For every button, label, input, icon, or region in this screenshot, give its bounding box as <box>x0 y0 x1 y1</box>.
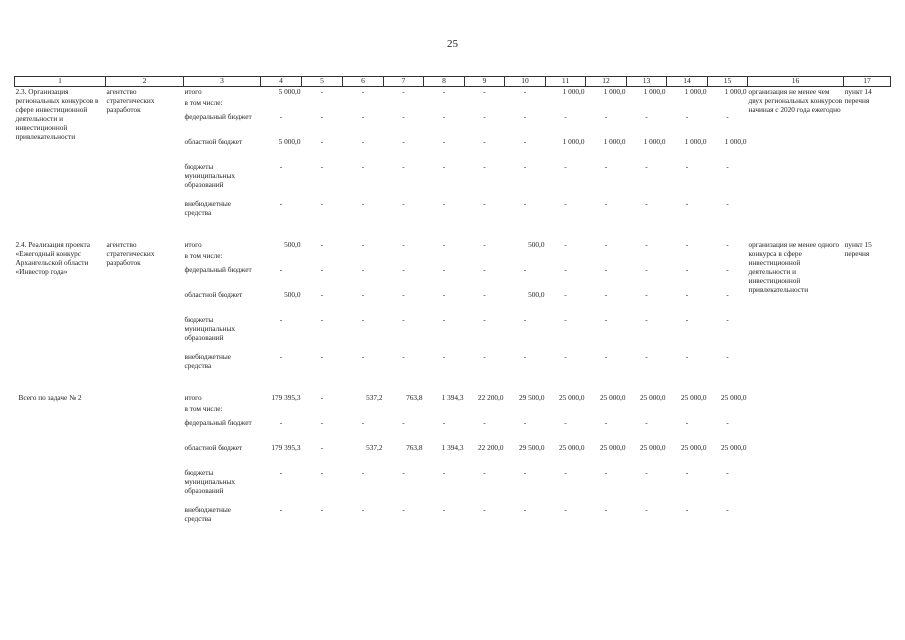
value-cell: 25 000,0 <box>599 392 626 402</box>
value-cell: - <box>442 198 446 208</box>
value-cell: - <box>645 504 648 514</box>
value-cell <box>586 98 627 112</box>
value-cell: - <box>279 111 283 121</box>
value-cell: 500,0 <box>528 289 545 299</box>
value-cell: 1 000,0 <box>603 87 626 96</box>
value-cell: - <box>604 351 608 361</box>
value-cell: - <box>442 161 446 171</box>
value-cell: - <box>442 264 446 274</box>
value-cell: - <box>685 161 689 171</box>
value-cell <box>302 251 343 265</box>
value-cell: 25 000,0 <box>720 442 747 452</box>
value-cell <box>261 251 302 265</box>
value-cell: - <box>361 504 365 514</box>
value-cell: - <box>604 239 608 249</box>
value-cell: - <box>726 161 729 171</box>
section-name: 2.3. Организация региональных конкурсов в сфере инвестиционной деятельности и инвестиционной привлекательности <box>15 87 99 141</box>
value-cell: - <box>320 351 324 361</box>
row-label: в том числе: <box>184 250 223 260</box>
value-cell <box>505 404 546 418</box>
value-cell: - <box>442 417 446 427</box>
value-cell: 1 394,3 <box>441 392 464 402</box>
column-header-5: 5 <box>302 77 343 87</box>
value-cell: - <box>483 289 486 299</box>
value-cell: - <box>726 111 729 121</box>
value-cell: - <box>604 111 608 121</box>
value-cell: - <box>320 87 324 96</box>
value-cell: - <box>402 504 405 514</box>
value-cell: - <box>604 289 608 299</box>
row-label: в том числе: <box>184 403 223 413</box>
value-cell: - <box>523 467 527 477</box>
section-link: пункт 14 перечня <box>844 87 872 105</box>
value-cell <box>586 251 627 265</box>
column-header-16: 16 <box>748 77 844 87</box>
value-cell: - <box>645 239 648 249</box>
column-header-4: 4 <box>261 77 302 87</box>
row-label: внебюджетные средства <box>184 351 232 370</box>
value-cell: - <box>320 417 324 427</box>
row-label: федеральный бюджет <box>184 111 252 121</box>
value-cell: - <box>645 198 648 208</box>
value-cell: - <box>564 111 567 121</box>
value-cell: - <box>442 289 446 299</box>
row-label: в том числе: <box>184 97 223 107</box>
value-cell: - <box>604 417 608 427</box>
value-cell: - <box>645 289 648 299</box>
value-cell: - <box>726 417 729 427</box>
value-cell: - <box>564 314 567 324</box>
value-cell: - <box>645 111 648 121</box>
column-header-13: 13 <box>627 77 667 87</box>
value-cell <box>667 251 708 265</box>
value-cell: - <box>685 264 689 274</box>
value-cell: - <box>320 111 324 121</box>
value-cell: - <box>361 198 365 208</box>
value-cell: - <box>564 289 567 299</box>
section-executor: агентство стратегических разработок <box>106 87 155 114</box>
value-cell: 25 000,0 <box>599 442 626 452</box>
value-cell: - <box>361 467 365 477</box>
value-cell: - <box>685 351 689 361</box>
value-cell: 1 000,0 <box>724 136 747 146</box>
value-cell: - <box>361 87 365 96</box>
value-cell: - <box>523 161 527 171</box>
value-cell <box>424 404 465 418</box>
column-header-8: 8 <box>424 77 465 87</box>
value-cell: - <box>320 392 324 402</box>
value-cell: - <box>279 351 283 361</box>
value-cell: - <box>645 351 648 361</box>
value-cell: - <box>483 161 486 171</box>
value-cell <box>708 251 748 265</box>
value-cell: - <box>402 351 405 361</box>
value-cell: - <box>564 351 567 361</box>
value-cell: - <box>483 417 486 427</box>
value-cell: - <box>402 417 405 427</box>
column-header-6: 6 <box>343 77 384 87</box>
value-cell: - <box>564 467 567 477</box>
value-cell: - <box>483 136 486 146</box>
value-cell: 25 000,0 <box>639 442 666 452</box>
column-header-2: 2 <box>106 77 184 87</box>
row-label: федеральный бюджет <box>184 417 252 427</box>
value-cell: 25 000,0 <box>680 442 707 452</box>
value-cell: 1 000,0 <box>724 87 747 96</box>
value-cell: 25 000,0 <box>639 392 666 402</box>
value-cell: - <box>645 467 648 477</box>
table-row <box>15 87 891 98</box>
value-cell: 25 000,0 <box>720 392 747 402</box>
value-cell: - <box>685 417 689 427</box>
section-name: 2.4. Реализация проекта «Ежегодный конкурс Архангельской области «Инвестор года» <box>15 239 91 276</box>
value-cell: - <box>320 442 324 452</box>
value-cell <box>546 404 586 418</box>
value-cell: - <box>685 314 689 324</box>
value-cell: - <box>564 417 567 427</box>
value-cell <box>384 98 424 112</box>
value-cell: 1 000,0 <box>643 136 666 146</box>
value-cell: - <box>402 467 405 477</box>
column-number-row <box>15 77 891 87</box>
value-cell: - <box>604 161 608 171</box>
value-cell: - <box>483 467 486 477</box>
value-cell: - <box>564 239 567 249</box>
value-cell: - <box>564 198 567 208</box>
value-cell: - <box>402 264 405 274</box>
value-cell: - <box>442 504 446 514</box>
value-cell: 763,8 <box>406 442 423 452</box>
row-label: внебюджетные средства <box>184 504 232 523</box>
value-cell: 5 000,0 <box>278 136 301 146</box>
value-cell <box>343 404 384 418</box>
value-cell: - <box>726 504 729 514</box>
value-cell: 25 000,0 <box>558 442 585 452</box>
value-cell: 537,2 <box>366 392 383 402</box>
value-cell: - <box>442 87 446 96</box>
value-cell: 29 500,0 <box>518 392 545 402</box>
value-cell: - <box>320 161 324 171</box>
value-cell: - <box>685 198 689 208</box>
value-cell: 29 500,0 <box>518 442 545 452</box>
value-cell: - <box>320 239 324 249</box>
value-cell: - <box>726 264 729 274</box>
value-cell <box>343 251 384 265</box>
value-cell: - <box>402 198 405 208</box>
value-cell: - <box>402 161 405 171</box>
value-cell: - <box>645 314 648 324</box>
spacer-cell <box>15 224 891 240</box>
value-cell: - <box>320 289 324 299</box>
value-cell: 22 200,0 <box>477 442 504 452</box>
section-link: пункт 15 перечня <box>844 239 872 258</box>
value-cell: - <box>523 314 527 324</box>
value-cell: 1 000,0 <box>684 136 707 146</box>
value-cell: - <box>645 417 648 427</box>
section-executor: агентство стратегических разработок <box>106 239 155 267</box>
section-executor <box>106 393 184 530</box>
value-cell: - <box>685 239 689 249</box>
value-cell: - <box>361 161 365 171</box>
value-cell: - <box>279 161 283 171</box>
value-cell <box>586 404 627 418</box>
value-cell <box>384 251 424 265</box>
value-cell: 5 000,0 <box>278 87 301 96</box>
value-cell: - <box>483 264 486 274</box>
value-cell: - <box>564 161 567 171</box>
value-cell: - <box>523 351 527 361</box>
value-cell: 1 394,3 <box>441 442 464 452</box>
row-label: итого <box>184 392 202 402</box>
value-cell: - <box>523 417 527 427</box>
section-link <box>844 393 891 530</box>
value-cell: - <box>442 351 446 361</box>
value-cell: 500,0 <box>528 239 545 249</box>
value-cell <box>546 98 586 112</box>
value-cell: 1 000,0 <box>562 87 585 96</box>
value-cell: - <box>442 239 446 249</box>
value-cell: - <box>442 467 446 477</box>
column-header-15: 15 <box>708 77 748 87</box>
value-cell: - <box>523 504 527 514</box>
value-cell: - <box>523 264 527 274</box>
value-cell: 179 395,3 <box>271 392 301 402</box>
value-cell: - <box>442 314 446 324</box>
value-cell: - <box>320 264 324 274</box>
value-cell: - <box>483 111 486 121</box>
row-label: бюджеты муниципальных образований <box>184 314 236 342</box>
value-cell: - <box>279 314 283 324</box>
value-cell: 1 000,0 <box>603 136 626 146</box>
value-cell <box>627 98 667 112</box>
budget-table <box>14 76 891 530</box>
value-cell <box>384 404 424 418</box>
value-cell: - <box>361 314 365 324</box>
value-cell: - <box>442 111 446 121</box>
value-cell: - <box>402 239 405 249</box>
spacer-cell <box>15 377 891 393</box>
value-cell <box>627 404 667 418</box>
value-cell: - <box>279 467 283 477</box>
value-cell: - <box>523 198 527 208</box>
value-cell: - <box>564 264 567 274</box>
value-cell: - <box>361 239 365 249</box>
value-cell: - <box>442 136 446 146</box>
value-cell <box>302 404 343 418</box>
value-cell <box>424 98 465 112</box>
row-label: итого <box>184 87 202 96</box>
value-cell <box>667 98 708 112</box>
column-header-14: 14 <box>667 77 708 87</box>
value-cell <box>261 404 302 418</box>
value-cell: - <box>523 111 527 121</box>
value-cell: - <box>604 198 608 208</box>
column-header-3: 3 <box>184 77 261 87</box>
value-cell: - <box>645 161 648 171</box>
row-label: бюджеты муниципальных образований <box>184 161 236 189</box>
value-cell: 537,2 <box>366 442 383 452</box>
value-cell: 25 000,0 <box>558 392 585 402</box>
row-label: областной бюджет <box>184 442 243 452</box>
row-label: бюджеты муниципальных образований <box>184 467 236 495</box>
value-cell <box>343 98 384 112</box>
page-number: 25 <box>447 38 458 50</box>
value-cell: 500,0 <box>284 239 301 249</box>
value-cell <box>546 251 586 265</box>
section-result <box>748 393 844 530</box>
row-label: областной бюджет <box>184 289 243 299</box>
value-cell: - <box>604 264 608 274</box>
value-cell: 1 000,0 <box>684 87 707 96</box>
value-cell: - <box>523 136 527 146</box>
value-cell: - <box>726 351 729 361</box>
value-cell <box>505 251 546 265</box>
value-cell: - <box>604 504 608 514</box>
value-cell: - <box>320 314 324 324</box>
value-cell <box>261 98 302 112</box>
section-result: организация не менее одного конкурса в сфере инвестиционной деятельности и инвестиционной привлекательности <box>748 239 840 294</box>
value-cell: 1 000,0 <box>643 87 666 96</box>
value-cell: - <box>320 136 324 146</box>
value-cell: - <box>726 467 729 477</box>
value-cell: - <box>645 264 648 274</box>
value-cell: - <box>483 351 486 361</box>
value-cell: - <box>361 351 365 361</box>
value-cell: - <box>402 314 405 324</box>
value-cell: - <box>604 314 608 324</box>
value-cell: - <box>402 289 405 299</box>
value-cell: - <box>320 504 324 514</box>
value-cell: - <box>320 198 324 208</box>
section-result: организация не менее чем двух региональных конкурсов начиная с 2020 года ежегодно <box>748 87 843 114</box>
value-cell: - <box>483 198 486 208</box>
value-cell: - <box>483 87 486 96</box>
value-cell: - <box>685 111 689 121</box>
value-cell <box>302 98 343 112</box>
column-header-10: 10 <box>505 77 546 87</box>
value-cell: - <box>685 504 689 514</box>
value-cell: - <box>604 467 608 477</box>
value-cell: - <box>726 314 729 324</box>
value-cell: - <box>685 467 689 477</box>
value-cell: 179 395,3 <box>271 442 301 452</box>
value-cell <box>465 98 505 112</box>
value-cell: - <box>279 264 283 274</box>
value-cell: - <box>402 136 405 146</box>
section-spacer <box>15 224 891 240</box>
table-row <box>15 393 891 404</box>
value-cell <box>465 404 505 418</box>
section-name: Всего по задаче № 2 <box>18 392 82 402</box>
value-cell: - <box>361 111 365 121</box>
value-cell <box>424 251 465 265</box>
column-header-17: 17 <box>844 77 891 87</box>
table-row <box>15 240 891 251</box>
value-cell: - <box>361 417 365 427</box>
value-cell: 22 200,0 <box>477 392 504 402</box>
value-cell: - <box>523 87 527 96</box>
value-cell: 25 000,0 <box>680 392 707 402</box>
value-cell: - <box>483 239 486 249</box>
column-header-9: 9 <box>465 77 505 87</box>
row-label: областной бюджет <box>184 136 243 146</box>
value-cell: - <box>726 239 729 249</box>
section-spacer <box>15 377 891 393</box>
value-cell <box>708 404 748 418</box>
value-cell: - <box>320 467 324 477</box>
value-cell: - <box>483 504 486 514</box>
row-label: федеральный бюджет <box>184 264 252 274</box>
column-header-12: 12 <box>586 77 627 87</box>
row-label: внебюджетные средства <box>184 198 232 217</box>
value-cell <box>505 98 546 112</box>
value-cell: - <box>361 264 365 274</box>
value-cell: 1 000,0 <box>562 136 585 146</box>
value-cell: - <box>685 289 689 299</box>
value-cell <box>465 251 505 265</box>
value-cell: - <box>279 198 283 208</box>
value-cell <box>627 251 667 265</box>
value-cell: - <box>564 504 567 514</box>
value-cell <box>667 404 708 418</box>
value-cell: - <box>726 198 729 208</box>
value-cell: - <box>402 87 405 96</box>
value-cell <box>708 98 748 112</box>
value-cell: - <box>402 111 405 121</box>
value-cell: - <box>483 314 486 324</box>
row-label: итого <box>184 239 202 249</box>
column-header-7: 7 <box>384 77 424 87</box>
value-cell: - <box>726 289 729 299</box>
value-cell: - <box>361 289 365 299</box>
value-cell: - <box>279 417 283 427</box>
column-header-11: 11 <box>546 77 586 87</box>
value-cell: - <box>361 136 365 146</box>
value-cell: 500,0 <box>284 289 301 299</box>
value-cell: 763,8 <box>406 392 423 402</box>
column-header-1: 1 <box>15 77 106 87</box>
value-cell: - <box>279 504 283 514</box>
